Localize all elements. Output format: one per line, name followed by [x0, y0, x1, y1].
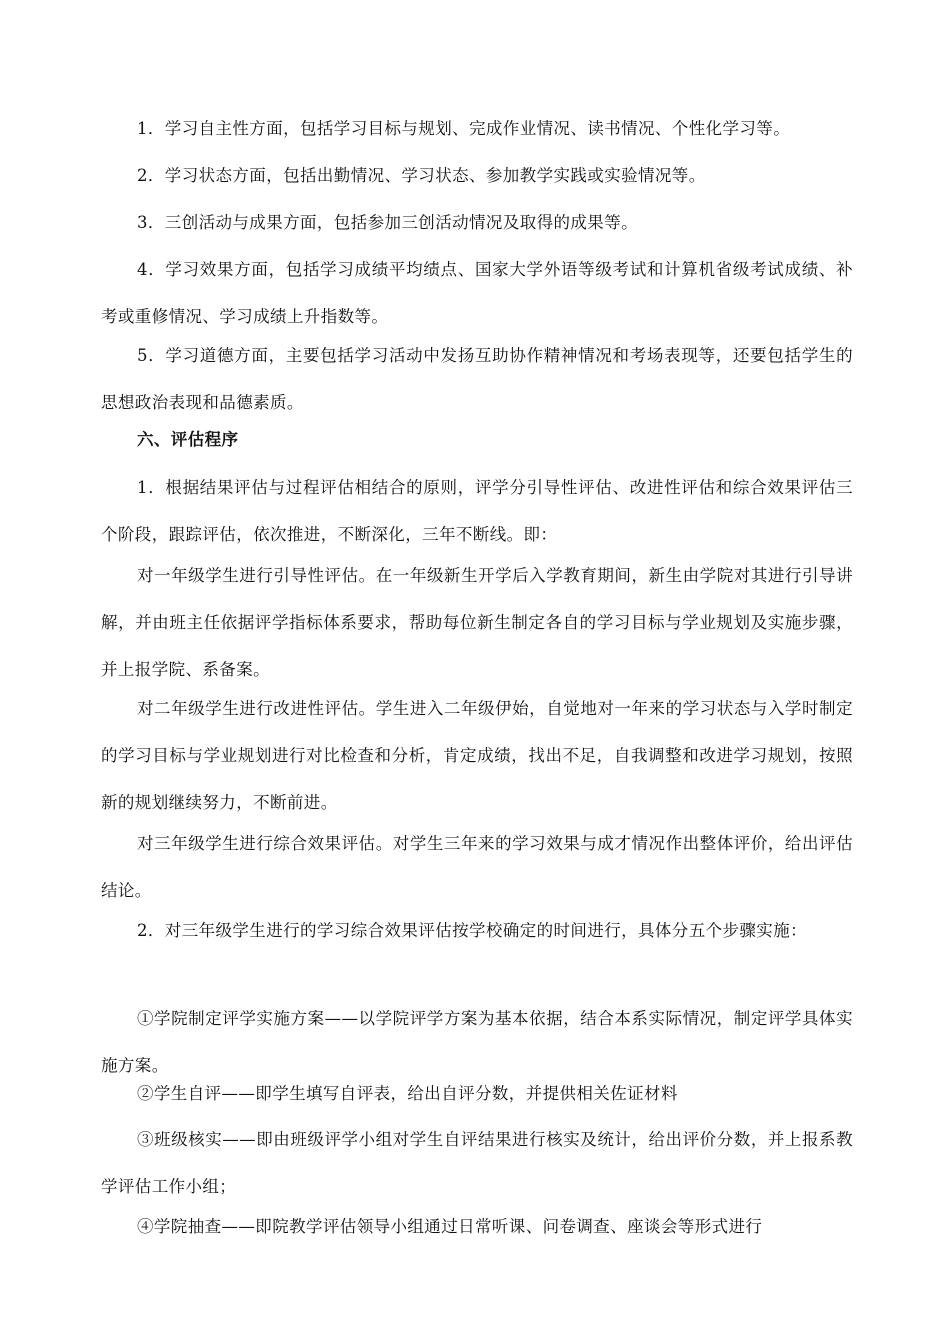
- paragraph-step-2: ②学生自评——即学生填写自评表，给出自评分数，并提供相关佐证材料: [137, 1084, 678, 1103]
- paragraph-study-ethics: 5．学习道德方面，主要包括学习活动中发扬互助协作精神情况和考场表现等，还要包括学生的思想政治表现和品德素质。: [101, 346, 853, 412]
- paragraph-study-autonomy: 1．学习自主性方面，包括学习目标与规划、完成作业情况、读书情况、个性化学习等。: [137, 119, 791, 138]
- paragraph-five-steps-intro: 2．对三年级学生进行的学习综合效果评估按学校确定的时间进行，具体分五个步骤实施：: [137, 921, 807, 940]
- section-heading-evaluation-procedure: 六、评估程序: [137, 430, 239, 449]
- paragraph-evaluation-principle: 1．根据结果评估与过程评估相结合的原则，评学分引导性评估、改进性评估和综合效果评估三个阶段，跟踪评估，依次推进，不断深化，三年不断线。即：: [101, 478, 853, 544]
- paragraph-first-year-evaluation: 对一年级学生进行引导性评估。在一年级新生开学后入学教育期间，新生由学院对其进行引导讲解，并由班主任依据评学指标体系要求，帮助每位新生制定各自的学习目标与学业规划及实施步骤，并上报学院、系备案。: [101, 566, 853, 679]
- paragraph-step-4: ④学院抽查——即院教学评估领导小组通过日常听课、问卷调查、座谈会等形式进行: [137, 1217, 763, 1236]
- paragraph-third-year-evaluation: 对三年级学生进行综合效果评估。对学生三年来的学习效果与成才情况作出整体评价，给出评估结论。: [101, 834, 853, 900]
- paragraph-study-status: 2．学习状态方面，包括出勤情况、学习状态、参加教学实践或实验情况等。: [137, 166, 706, 185]
- paragraph-step-1: ①学院制定评学实施方案——以学院评学方案为基本依据，结合本系实际情况，制定评学具体实施方案。: [101, 1009, 853, 1075]
- paragraph-second-year-evaluation: 对二年级学生进行改进性评估。学生进入二年级伊始，自觉地对一年来的学习状态与入学时制定的学习目标与学业规划进行对比检查和分析，肯定成绩，找出不足，自我调整和改进学习规划，按照新的规划继续努力，不断前进。: [101, 699, 853, 812]
- paragraph-study-effect: 4．学习效果方面，包括学习成绩平均绩点、国家大学外语等级考试和计算机省级考试成绩、补考或重修情况、学习成绩上升指数等。: [101, 260, 853, 326]
- paragraph-step-3: ③班级核实——即由班级评学小组对学生自评结果进行核实及统计，给出评价分数，并上报系教学评估工作小组；: [101, 1130, 853, 1196]
- paragraph-innovation-activities: 3．三创活动与成果方面，包括参加三创活动情况及取得的成果等。: [137, 213, 638, 232]
